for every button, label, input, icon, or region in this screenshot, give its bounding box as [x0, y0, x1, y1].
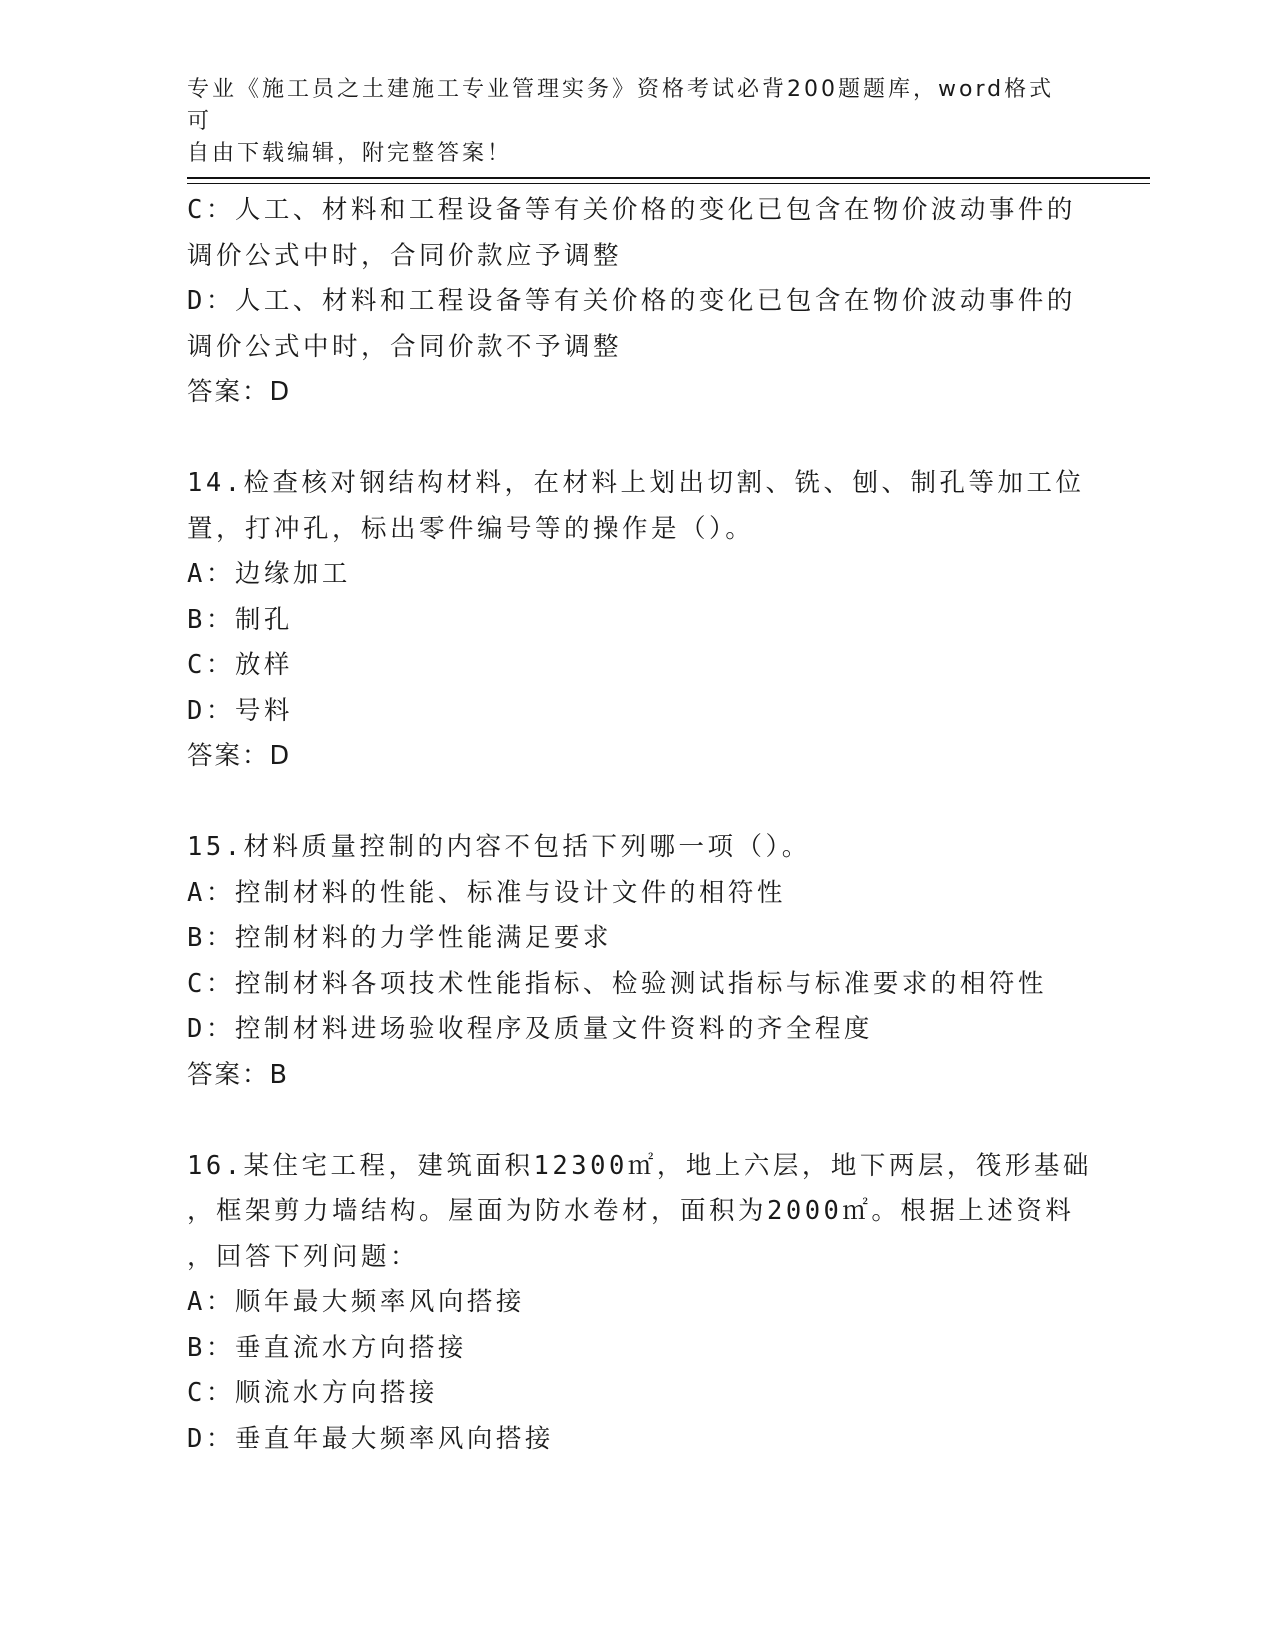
question-stem-line-2: 置，打冲孔，标出零件编号等的操作是（）。	[187, 513, 755, 544]
header-divider-thick	[187, 177, 1150, 179]
question-stem: 15.材料质量控制的内容不包括下列哪一项（）。	[187, 832, 811, 862]
option-b: B：控制材料的力学性能满足要求	[187, 923, 612, 953]
question-16	[187, 1144, 1092, 1463]
header-title-line-1: 专业《施工员之土建施工专业管理实务》资格考试必背200题题库，word格式可	[187, 77, 1055, 134]
question-stem-line-2: ，框架剪力墙结构。屋面为防水卷材，面积为2000㎡。根据上述资料	[187, 1196, 1075, 1226]
option-b: B：垂直流水方向搭接	[187, 1332, 467, 1363]
option-a: A：控制材料的性能、标准与设计文件的相符性	[187, 877, 786, 908]
option-c-line-1: C：人工、材料和工程设备等有关价格的变化已包含在物价波动事件的	[187, 195, 1076, 225]
header-divider-thin	[187, 183, 1150, 184]
header-title-line-2: 自由下载编辑，附完整答案！	[187, 141, 513, 166]
question-stem-line-3: ，回答下列问题：	[187, 1241, 420, 1272]
option-b: B：制孔	[187, 604, 293, 635]
question-13	[187, 188, 1087, 416]
spacer	[187, 1098, 1087, 1144]
option-d-line-1: D：人工、材料和工程设备等有关价格的变化已包含在物价波动事件的	[187, 286, 1076, 316]
option-d: D：控制材料进场验收程序及质量文件资料的齐全程度	[187, 1014, 873, 1044]
question-stem-line-1: 14.检查核对钢结构材料，在材料上划出切割、铣、刨、制孔等加工位	[187, 468, 1085, 498]
question-14	[187, 461, 1087, 780]
option-c: C：控制材料各项技术性能指标、检验测试指标与标准要求的相符性	[187, 968, 1047, 999]
answer: 答案：B	[187, 1059, 289, 1090]
question-list	[187, 188, 1092, 1462]
option-d: D：垂直年最大频率风向搭接	[187, 1423, 554, 1454]
option-c-line-2: 调价公式中时，合同价款应予调整	[187, 240, 623, 271]
option-c: C：顺流水方向搭接	[187, 1378, 438, 1408]
question-15	[187, 825, 1087, 1098]
answer: 答案：D	[187, 377, 292, 407]
option-d: D：号料	[187, 695, 293, 726]
option-d-line-2: 调价公式中时，合同价款不予调整	[187, 331, 623, 362]
option-a: A：边缘加工	[187, 559, 351, 589]
option-a: A：顺年最大频率风向搭接	[187, 1287, 525, 1317]
question-stem-line-1: 16.某住宅工程，建筑面积12300㎡，地上六层，地下两层，筏形基础	[187, 1150, 1092, 1181]
spacer	[187, 416, 1087, 462]
answer: 答案：D	[187, 741, 292, 771]
option-c: C：放样	[187, 650, 293, 680]
document-header	[187, 74, 1067, 170]
spacer	[187, 780, 1087, 826]
